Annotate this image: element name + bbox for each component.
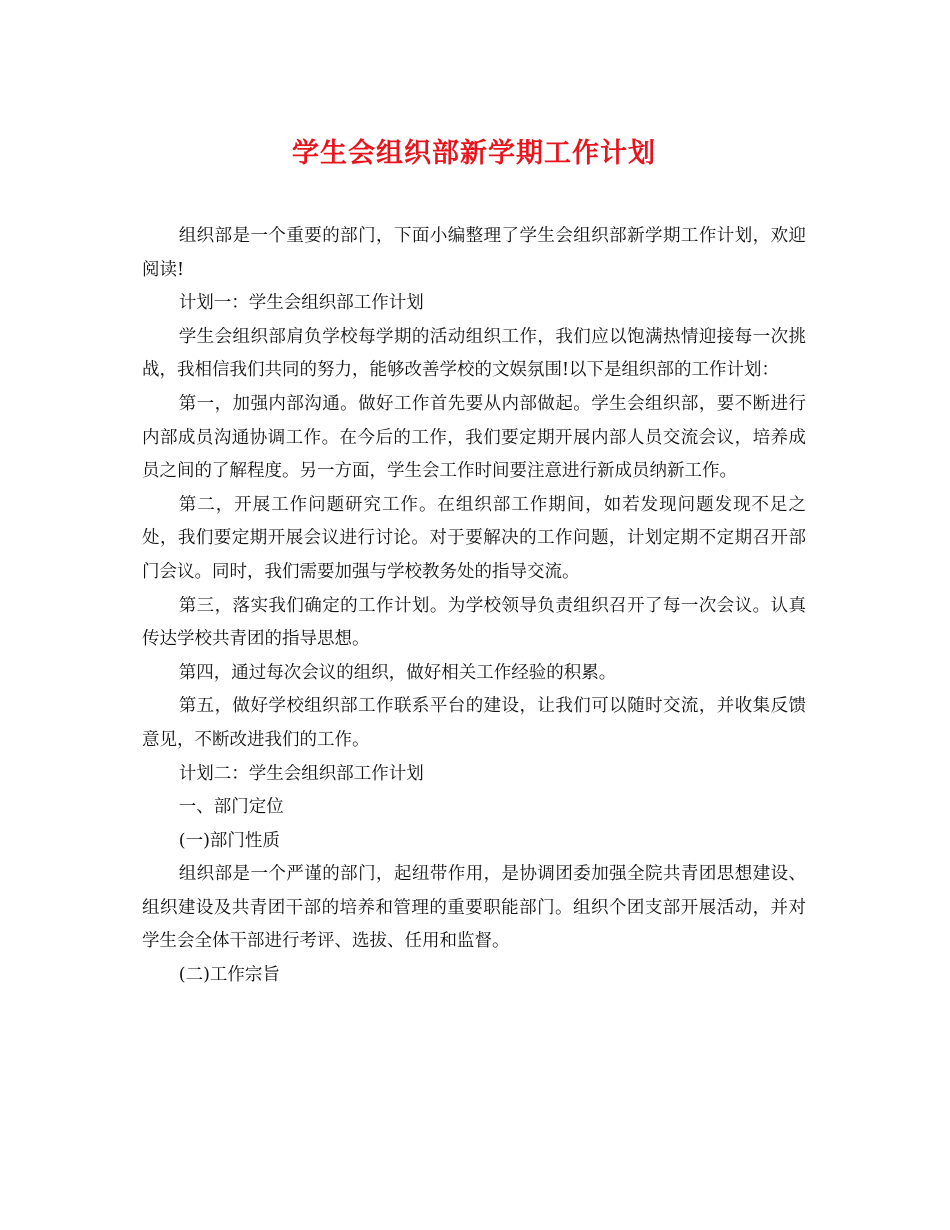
document-title: 学生会组织部新学期工作计划 — [292, 138, 656, 169]
document-page — [142, 120, 806, 993]
paragraph-section-one: 一、部门定位 — [178, 797, 284, 818]
paragraph-subsection-purpose: (二)工作宗旨 — [178, 965, 280, 986]
paragraph-fourth: 第四，通过每次会议的组织，做好相关工作经验的积累。 — [178, 662, 617, 683]
paragraph-second: 第二，开展工作问题研究工作。在组织部工作期间，如若发现问题发现不足之处，我们要定期开展会议进行讨论。对于要解决的工作问题，计划定期不定期召开部门会议。同时，我们需要加强与学校教务处的指导交流。 — [142, 494, 806, 582]
paragraph-nature-body: 组织部是一个严谨的部门，起纽带作用，是协调团委加强全院共青团思想建设、组织建设及共青团干部的培养和管理的重要职能部门。组织个团支部开展活动，并对学生会全体干部进行考评、选拔、任用和监督。 — [142, 864, 806, 952]
paragraph-fifth: 第五，做好学校组织部工作联系平台的建设，让我们可以随时交流，并收集反馈意见，不断改进我们的工作。 — [142, 696, 806, 750]
paragraph-intro: 组织部是一个重要的部门，下面小编整理了学生会组织部新学期工作计划，欢迎阅读! — [142, 226, 806, 280]
paragraph-plan-one-intro: 学生会组织部肩负学校每学期的活动组织工作，我们应以饱满热情迎接每一次挑战，我相信我们共同的努力，能够改善学校的文娱氛围!以下是组织部的工作计划： — [142, 326, 806, 381]
paragraph-plan-one-heading: 计划一：学生会组织部工作计划 — [178, 293, 424, 314]
paragraph-third: 第三，落实我们确定的工作计划。为学校领导负责组织召开了每一次会议。认真传达学校共青团的指导思想。 — [142, 595, 806, 650]
paragraph-subsection-nature: (一)部门性质 — [178, 830, 280, 851]
paragraph-first: 第一，加强内部沟通。做好工作首先要从内部做起。学生会组织部，要不断进行内部成员沟通协调工作。在今后的工作，我们要定期开展内部人员交流会议，培养成员之间的了解程度。另一方面，学生会工作时间要注意进行新成员纳新工作。 — [142, 393, 806, 482]
paragraph-plan-two-heading: 计划二：学生会组织部工作计划 — [178, 763, 424, 784]
